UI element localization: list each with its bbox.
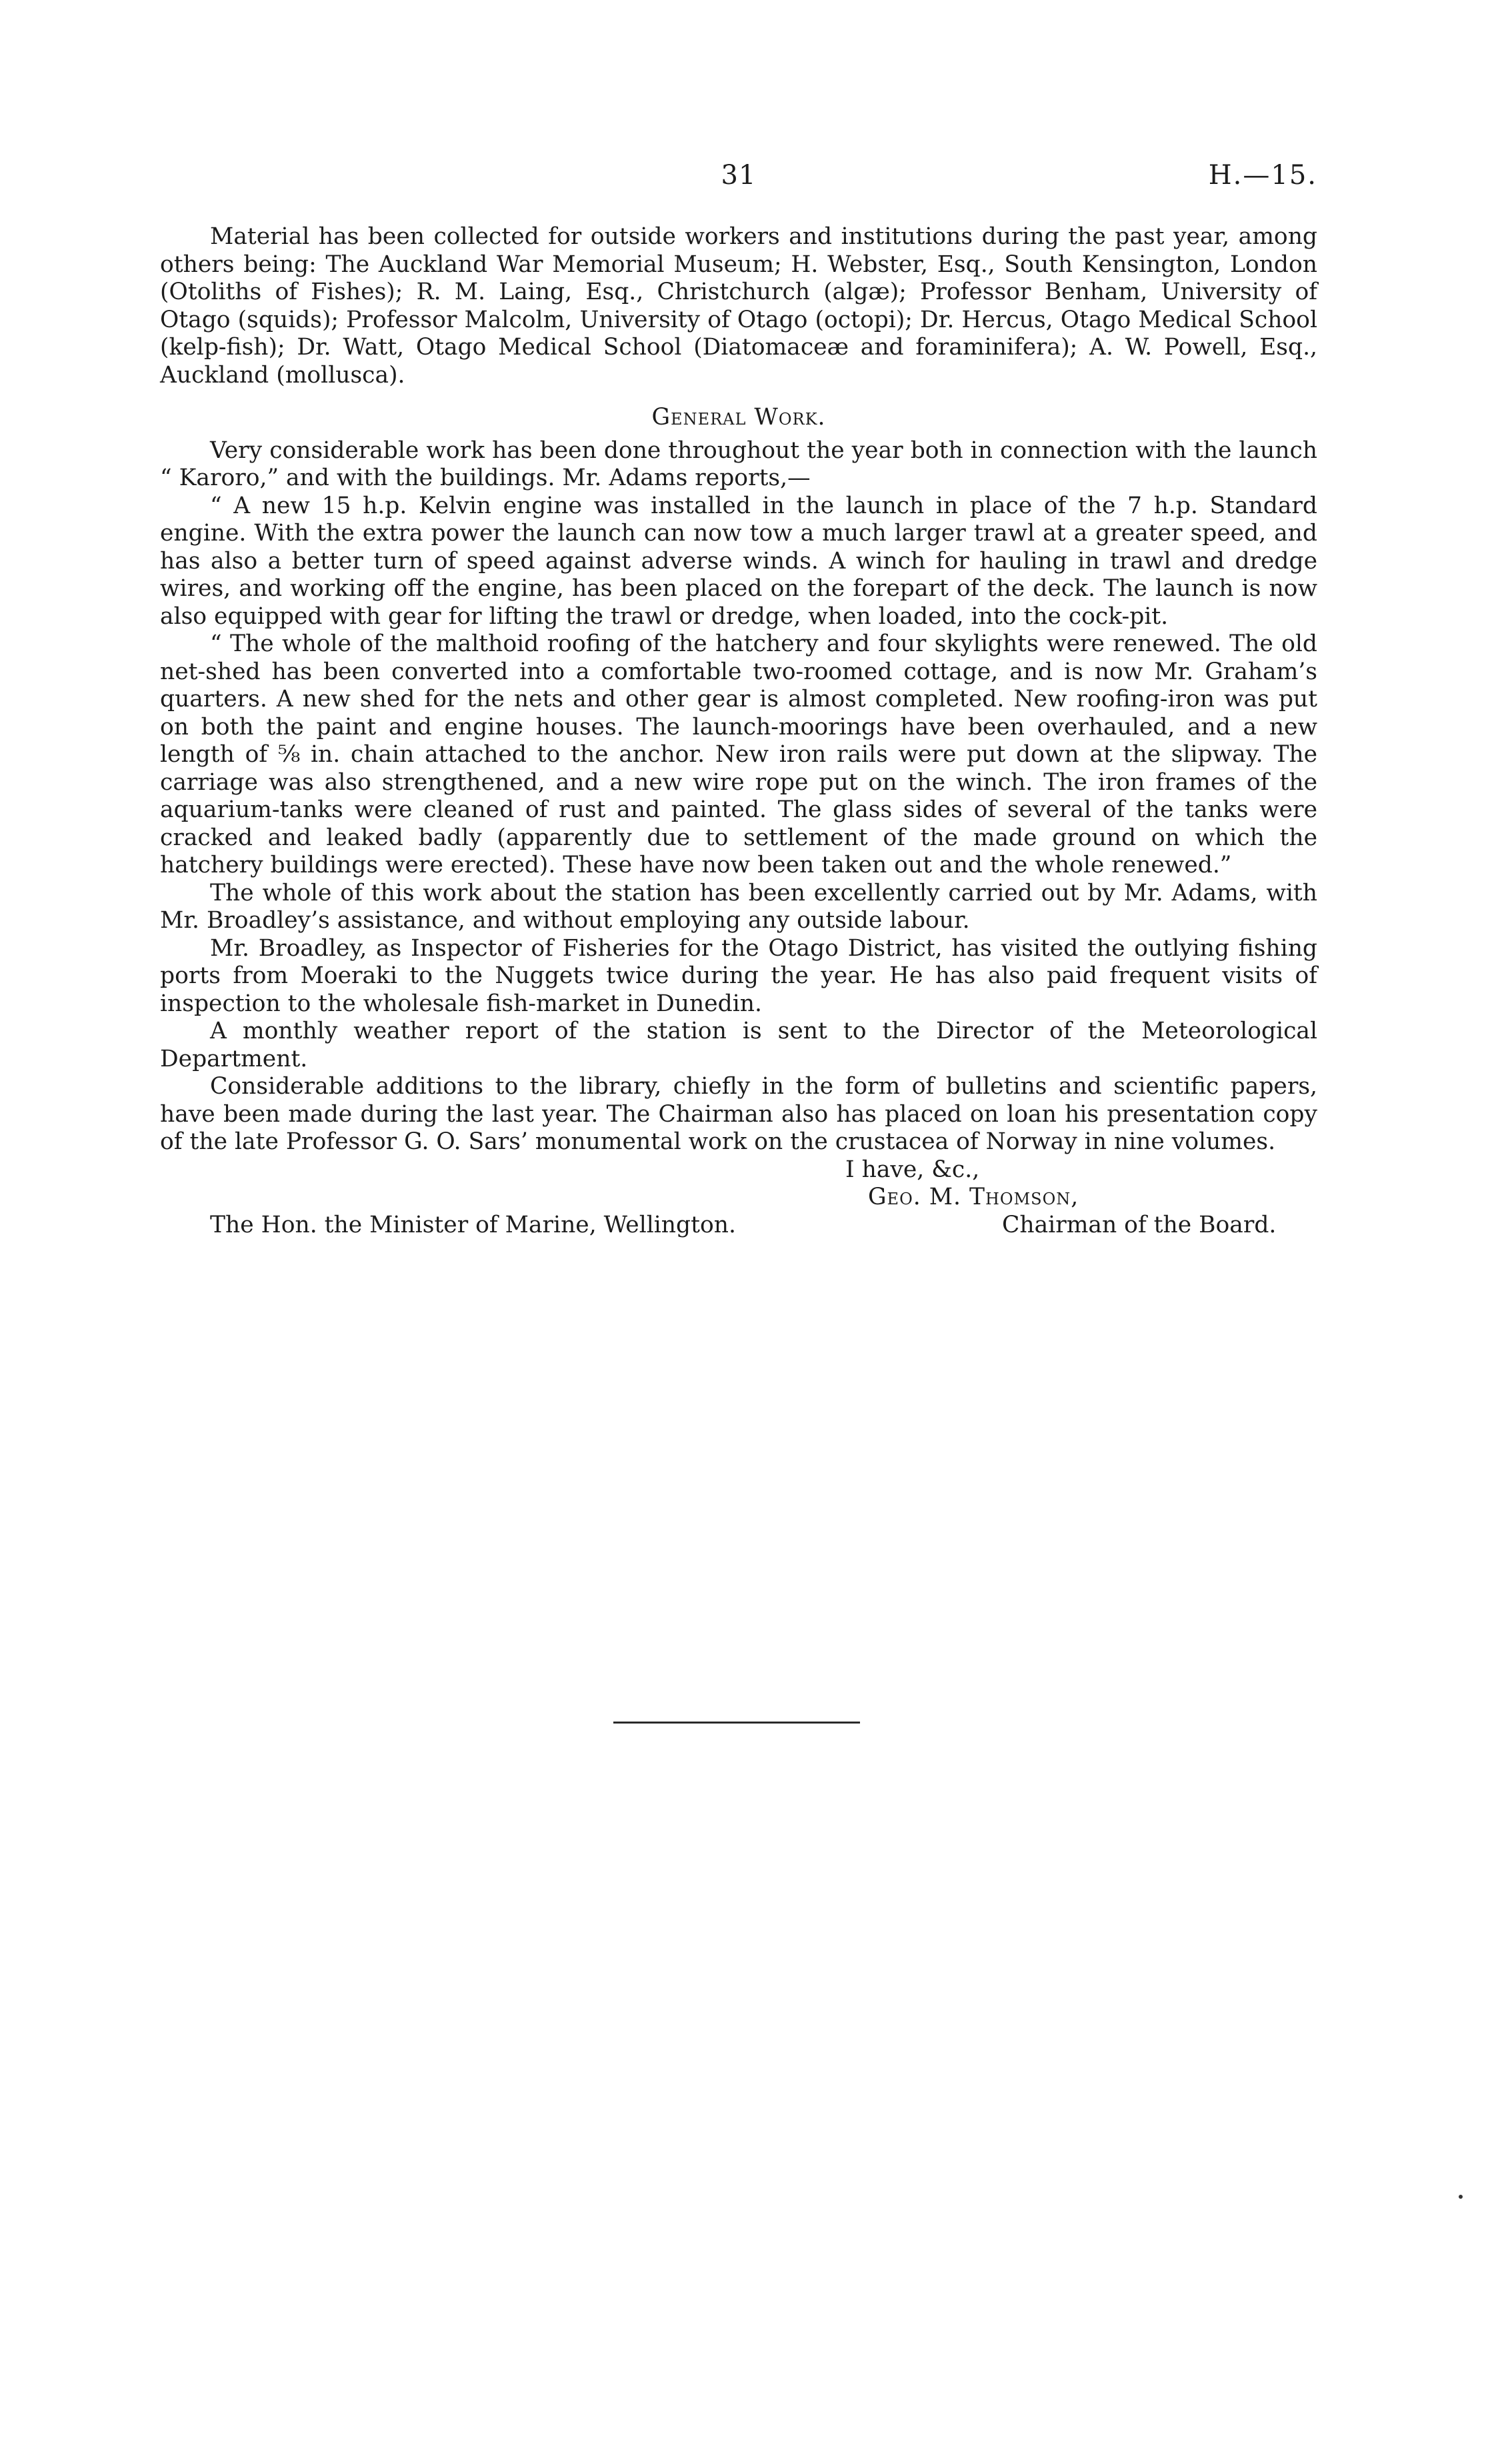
paragraph: Very considerable work has been done throughout the year both in connection with the launch “ Karoro,” and with the buildings. Mr. Adams reports,— (160, 437, 1317, 491)
paragraph: “ The whole of the malthoid roofing of the hatchery and four skylights were renewed. The old net-shed has been converted into a comfortable two-roomed cottage, and is now Mr. Graham’s quarters. A new shed for the nets and other gear is almost completed. New roofing-iron was put on both the paint and engine houses. The launch-moorings have been overhauled, and a new length of ⅝ in. chain attached to the anchor. New iron rails were put down at the slipway. The carriage was also strengthened, and a new wire rope put on the winch. The iron frames of the aquarium-tanks were cleaned of rust and painted. The glass sides of several of the tanks were cracked and leaked badly (apparently due to settlement of the made ground on which the hatchery buildings were erected). These have now been taken out and the whole renewed.” (160, 630, 1317, 878)
page-number: 31 (721, 160, 757, 191)
paragraph: Mr. Broadley, as Inspector of Fisheries for the Otago District, has visited the outlying fishing ports from Moeraki to the Nuggets twice during the year. He has also paid frequent visits of inspection to the wholesale fish-market in Dunedin. (160, 934, 1317, 1017)
addressee: The Hon. the Minister of Marine, Wellington. (210, 1211, 736, 1238)
closing-salutation: I have, &c., (845, 1156, 980, 1183)
paragraph: “ A new 15 h.p. Kelvin engine was installed in the launch in place of the 7 h.p. Standard engine. With the extra power the launch can now tow a much larger trawl at a greater speed, and has also a better turn of speed against adverse winds. A winch for hauling in trawl and dredge wires, and working off the engine, has been placed on the forepart of the deck. The launch is now also equipped with gear for lifting the trawl or dredge, when loaded, into the cock-pit. (160, 492, 1317, 630)
signatory-name: Geo. M. Thomson, (868, 1184, 1079, 1210)
paragraph: A monthly weather report of the station is sent to the Director of the Meteorological Department. (160, 1018, 1317, 1072)
section-heading: General Work. (651, 404, 826, 431)
scan-speck (1459, 2195, 1463, 2199)
signature-row (160, 1212, 1317, 1240)
signatory-title: Chairman of the Board. (1002, 1211, 1277, 1238)
report-body (160, 223, 1317, 1240)
paragraph: Considerable additions to the library, chiefly in the form of bulletins and scientific papers, have been made during the last year. The Chairman also has placed on loan his presentation copy of the late Professor G. O. Sars’ monumental work on the crustacea of Norway in nine volumes. (160, 1073, 1317, 1155)
paragraph: The whole of this work about the station has been excellently carried out by Mr. Adams, with Mr. Broadley’s assistance, and without employing any outside labour. (160, 879, 1317, 934)
page-header (160, 160, 1317, 200)
end-rule (613, 1722, 860, 1724)
document-reference: H.—15. (1208, 160, 1317, 191)
intro-paragraph: Material has been collected for outside workers and institutions during the past year, among others being: The Auckland War Memorial Museum; H. Webster, Esq., South Kensington, London (Otoliths of Fishes); R. M. Laing, Esq., Christchurch (algæ); Professor Benham, University of Otago (squids); Professor Malcolm, University of Otago (octopi); Dr. Hercus, Otago Medical School (kelp-fish); Dr. Watt, Otago Medical School (Diatomaceæ and foraminifera); A. W. Powell, Esq., Auckland (mollusca). (160, 223, 1317, 389)
